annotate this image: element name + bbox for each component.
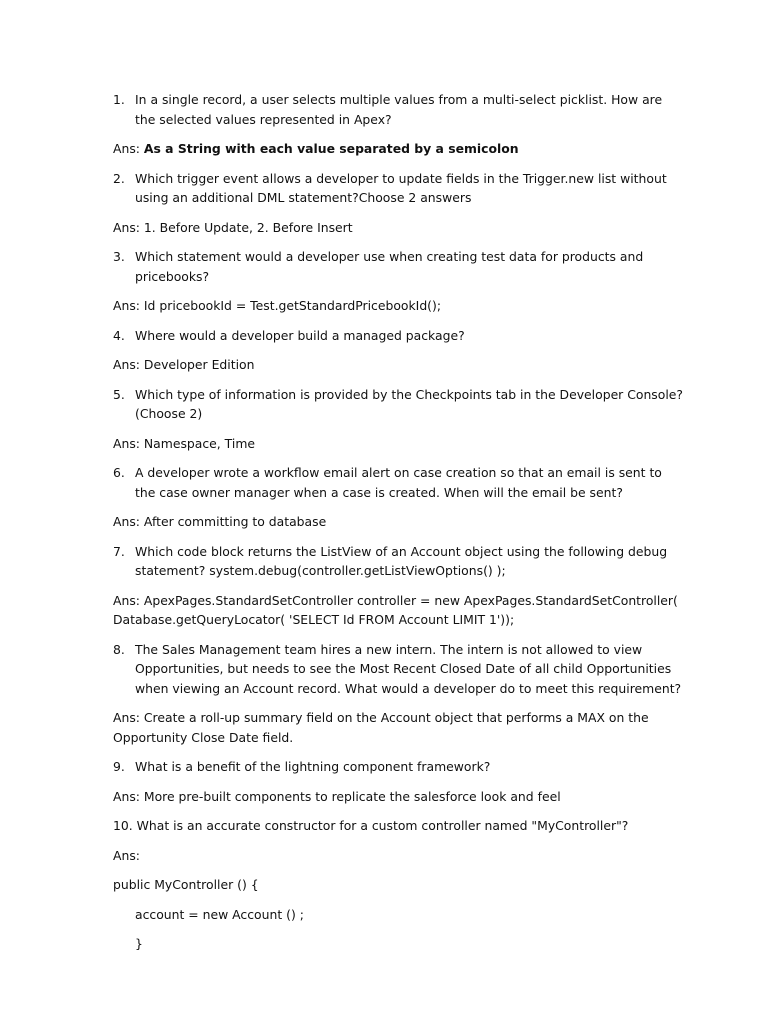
question-text: Which code block returns the ListView of an Account object using the following debug statement? system.debug(controller.getListViewOptions() ); bbox=[135, 543, 668, 578]
answer-8 bbox=[113, 708, 683, 747]
answer-text: 1. Before Update, 2. Before Insert bbox=[143, 219, 353, 235]
answer-10 bbox=[113, 846, 683, 866]
question-3 bbox=[113, 247, 683, 286]
answer-3 bbox=[113, 296, 683, 316]
answer-prefix: Ans: bbox=[113, 710, 144, 725]
code-line-2: account = new Account () ; bbox=[135, 906, 304, 922]
question-number: 2. bbox=[113, 170, 125, 186]
answer-prefix: Ans: bbox=[113, 298, 144, 313]
answer-prefix: Ans: bbox=[113, 141, 144, 156]
question-9 bbox=[113, 757, 683, 777]
answer-prefix: Ans: bbox=[113, 219, 144, 235]
answer-text: Id pricebookId = Test.getStandardPricebookId(); bbox=[143, 298, 442, 313]
answer-prefix: Ans: bbox=[113, 592, 144, 608]
answer-prefix: Ans: bbox=[113, 514, 144, 529]
answer-prefix: Ans: bbox=[113, 788, 144, 804]
question-4 bbox=[113, 326, 683, 346]
answer-4 bbox=[113, 355, 683, 375]
question-number: 8. bbox=[113, 641, 125, 657]
answer-prefix: Ans: bbox=[113, 847, 140, 863]
question-7 bbox=[113, 542, 683, 581]
answer-text: Create a roll-up summary field on the Account object that performs a MAX on the Opportunity Close Date field. bbox=[113, 710, 649, 745]
answer-7 bbox=[113, 591, 683, 630]
answer-text: Namespace, Time bbox=[143, 435, 256, 451]
question-text: Which trigger event allows a developer to update fields in the Trigger.new list without using an additional DML statement?Choose 2 answers bbox=[135, 170, 667, 205]
answer-9 bbox=[113, 787, 683, 807]
answer-6 bbox=[113, 512, 683, 532]
code-line-1: public MyController () { bbox=[113, 877, 259, 892]
question-number: 5. bbox=[113, 386, 125, 402]
question-text: What is an accurate constructor for a custom controller named "MyController"? bbox=[136, 818, 629, 833]
question-number: 6. bbox=[113, 465, 125, 480]
question-1 bbox=[113, 90, 683, 129]
question-number: 7. bbox=[113, 543, 125, 559]
answer-2 bbox=[113, 218, 683, 238]
question-number: 1. bbox=[113, 92, 125, 107]
code-line-3: } bbox=[135, 936, 143, 951]
question-text: Which type of information is provided by the Checkpoints tab in the Developer Console? (Choose 2) bbox=[135, 386, 683, 421]
question-6 bbox=[113, 463, 683, 502]
question-number: 10. bbox=[113, 818, 133, 833]
question-text: The Sales Management team hires a new intern. The intern is not allowed to view Opportunities, but needs to see the Most Recent Closed Date of all child Opportunities when viewing an Account record. What would a developer do to meet this requirement? bbox=[135, 641, 682, 696]
answer-text: After committing to database bbox=[143, 514, 327, 529]
question-text: Where would a developer build a managed package? bbox=[135, 327, 465, 343]
answer-prefix: Ans: bbox=[113, 435, 144, 451]
question-5 bbox=[113, 385, 683, 424]
answer-1 bbox=[113, 139, 683, 159]
question-number: 3. bbox=[113, 249, 125, 264]
answer-text: As a String with each value separated by a semicolon bbox=[143, 141, 519, 156]
question-text: What is a benefit of the lightning component framework? bbox=[135, 759, 491, 774]
question-text: In a single record, a user selects multiple values from a multi-select picklist. How are the selected values represented in Apex? bbox=[135, 92, 663, 127]
question-2 bbox=[113, 169, 683, 208]
answer-text: Developer Edition bbox=[143, 357, 255, 372]
document-body bbox=[113, 90, 683, 964]
question-10 bbox=[113, 816, 683, 836]
answer-prefix: Ans: bbox=[113, 357, 144, 372]
question-text: Which statement would a developer use when creating test data for products and pricebooks? bbox=[135, 249, 644, 284]
question-number: 9. bbox=[113, 759, 125, 774]
question-number: 4. bbox=[113, 327, 125, 343]
question-8 bbox=[113, 640, 683, 699]
answer-text: ApexPages.StandardSetController controller = new ApexPages.StandardSetController( Database.getQueryLocator( 'SELECT Id FROM Account LIMIT 1')); bbox=[113, 592, 678, 627]
question-text: A developer wrote a workflow email alert on case creation so that an email is sent to the case owner manager when a case is created. When will the email be sent? bbox=[135, 465, 662, 500]
answer-text: More pre-built components to replicate the salesforce look and feel bbox=[143, 788, 561, 804]
answer-5 bbox=[113, 434, 683, 454]
